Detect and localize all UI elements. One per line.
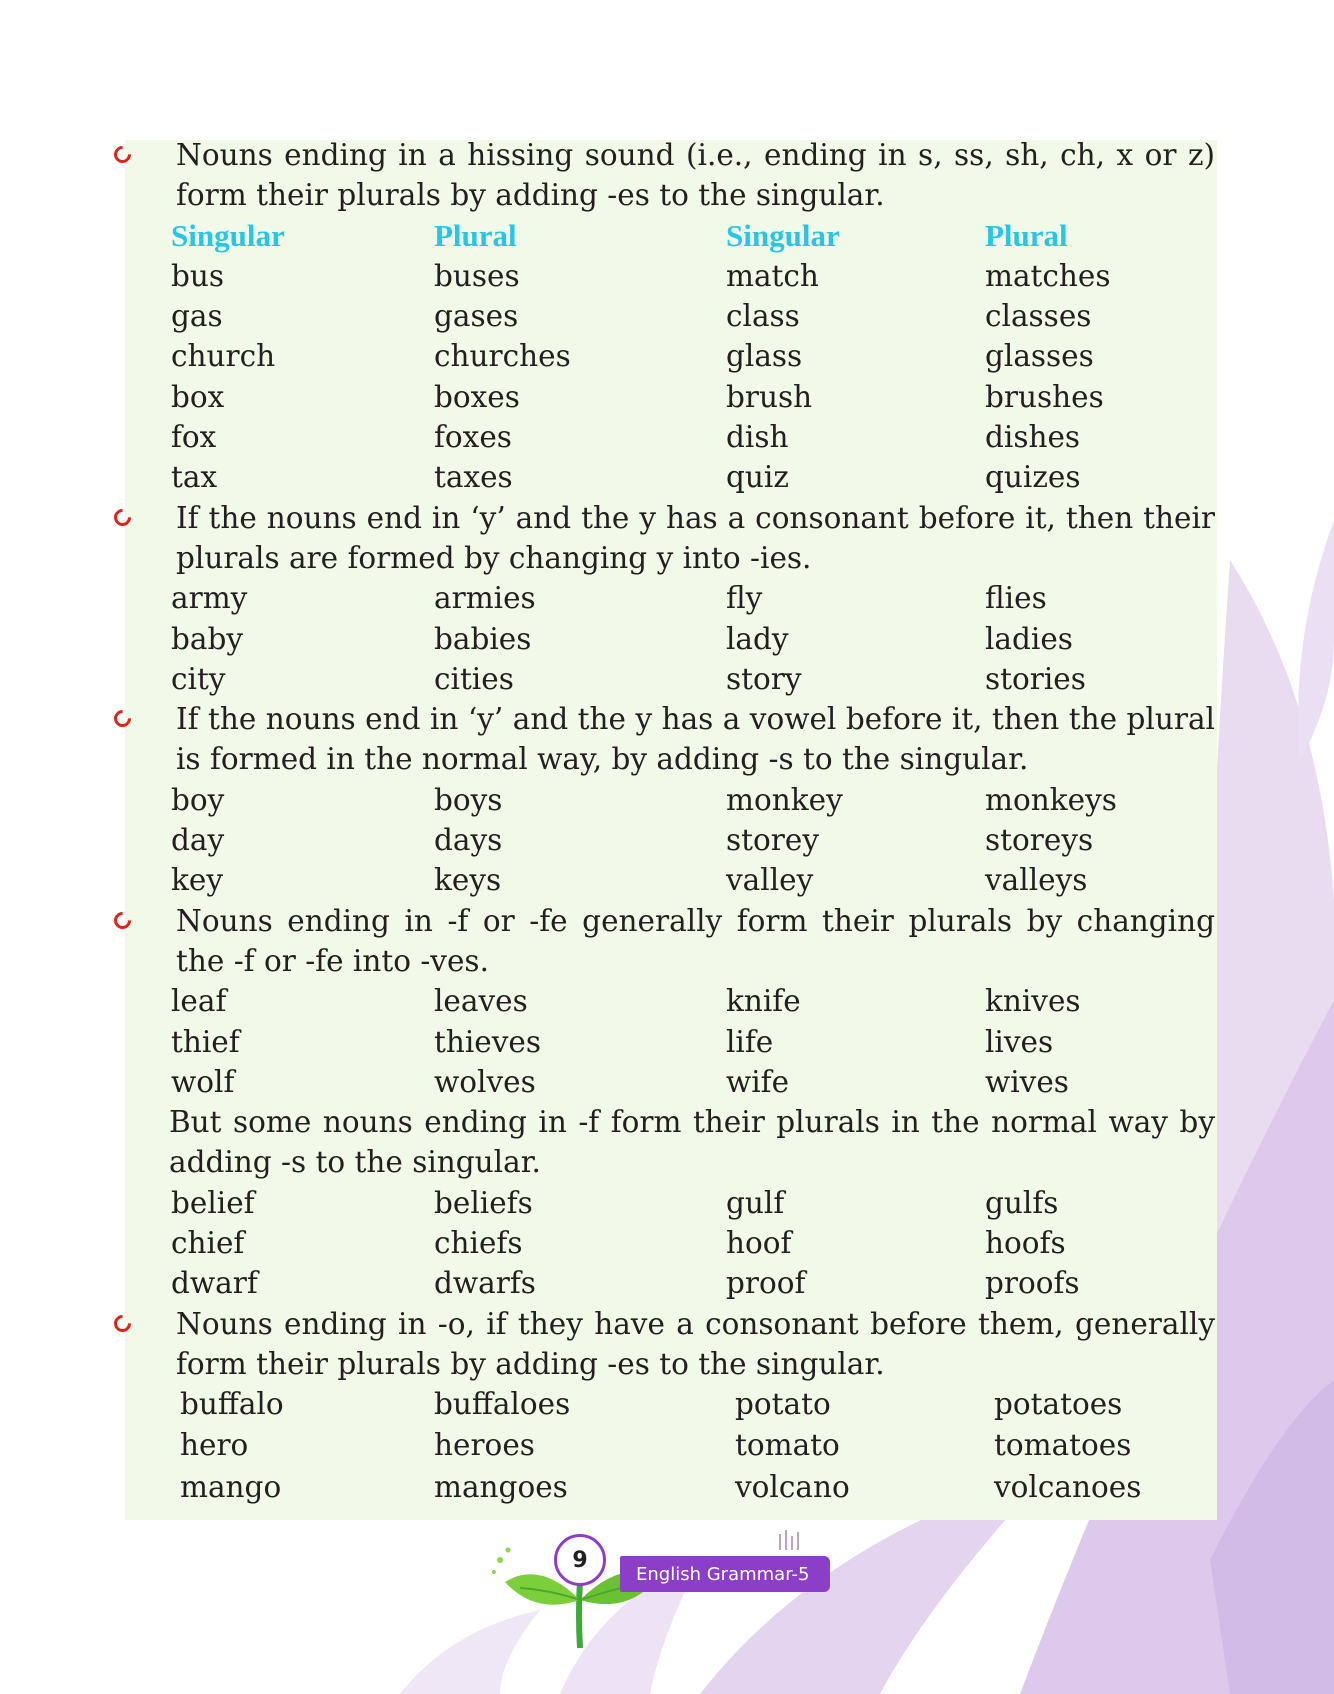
word-cell: dwarfs	[434, 1266, 536, 1301]
word-cell: city	[171, 661, 226, 696]
word-cell: hoofs	[985, 1226, 1066, 1261]
section-2-intro-text: If the nouns end in ‘y’ and the y has a consonant before it, then their plurals are formed by changing y into -ies.	[176, 500, 1215, 575]
header-singular: Singular	[171, 217, 285, 253]
header-singular: Singular	[726, 217, 840, 253]
word-cell: dwarf	[171, 1266, 258, 1301]
word-cell: army	[171, 581, 248, 616]
word-cell: story	[726, 661, 802, 696]
word-cell: brush	[726, 379, 813, 414]
table-row	[125, 336, 1217, 376]
word-cell: classes	[985, 299, 1092, 334]
word-cell: gases	[434, 299, 519, 334]
word-cell: knife	[726, 984, 801, 1019]
book-title: English Grammar-5	[620, 1556, 830, 1592]
word-cell: mangoes	[434, 1469, 568, 1504]
table-row	[125, 1183, 1217, 1223]
word-cell: glass	[726, 339, 803, 374]
word-cell: proof	[726, 1266, 806, 1301]
table-row	[125, 417, 1217, 457]
page-footer	[480, 1520, 840, 1660]
grammar-content	[125, 135, 1217, 1507]
word-cell: armies	[434, 581, 536, 616]
word-cell: fox	[171, 420, 217, 455]
word-cell: potatoes	[994, 1387, 1123, 1422]
word-cell: key	[171, 863, 223, 898]
table-row	[125, 1223, 1217, 1263]
word-cell: volcano	[735, 1469, 850, 1504]
word-cell: baby	[171, 621, 244, 656]
header-plural: Plural	[434, 217, 517, 253]
word-cell: cities	[434, 661, 514, 696]
word-cell: belief	[171, 1185, 255, 1220]
table-row	[125, 578, 1217, 618]
word-cell: hoof	[726, 1226, 792, 1261]
word-cell: tomato	[735, 1427, 840, 1462]
word-cell: dish	[726, 420, 789, 455]
word-cell: match	[726, 258, 819, 293]
word-cell: church	[171, 339, 276, 374]
word-cell: potato	[735, 1387, 831, 1422]
word-cell: chiefs	[434, 1226, 523, 1261]
word-cell: thieves	[434, 1024, 542, 1059]
word-cell: volcanoes	[994, 1469, 1142, 1504]
word-cell: boy	[171, 782, 225, 817]
table-header	[125, 216, 1217, 256]
word-cell: keys	[434, 863, 502, 898]
word-cell: lady	[726, 621, 789, 656]
word-cell: wife	[726, 1064, 790, 1099]
section-4-intro-text: Nouns ending in -f or -fe generally form their plurals by changing the -f or -fe into -ves.	[176, 903, 1215, 978]
word-cell: quizes	[985, 460, 1081, 495]
section-5-intro	[125, 1304, 1217, 1385]
table-row	[125, 619, 1217, 659]
word-cell: dishes	[985, 420, 1081, 455]
word-cell: boxes	[434, 379, 520, 414]
word-cell: storey	[726, 823, 819, 858]
word-cell: bus	[171, 258, 225, 293]
word-cell: matches	[985, 258, 1111, 293]
word-cell: boys	[434, 782, 503, 817]
page-number: 9	[554, 1534, 606, 1586]
word-cell: mango	[180, 1469, 282, 1504]
table-row	[125, 1467, 1217, 1507]
word-cell: fly	[726, 581, 763, 616]
word-cell: storeys	[985, 823, 1094, 858]
word-cell: chief	[171, 1226, 245, 1261]
word-cell: taxes	[434, 460, 513, 495]
word-cell: days	[434, 823, 503, 858]
word-cell: glasses	[985, 339, 1094, 374]
word-cell: lives	[985, 1024, 1054, 1059]
word-cell: foxes	[434, 420, 512, 455]
table-row	[125, 981, 1217, 1021]
word-cell: monkey	[726, 782, 843, 817]
word-cell: monkeys	[985, 782, 1117, 817]
word-cell: day	[171, 823, 225, 858]
table-row	[125, 377, 1217, 417]
word-cell: tomatoes	[994, 1427, 1132, 1462]
word-cell: box	[171, 379, 225, 414]
word-cell: valley	[726, 863, 814, 898]
section-4-intro	[125, 901, 1217, 982]
word-cell: leaf	[171, 984, 227, 1019]
word-cell: brushes	[985, 379, 1104, 414]
table-row	[125, 780, 1217, 820]
table-row	[125, 860, 1217, 900]
table-row	[125, 659, 1217, 699]
section-4-note-text: But some nouns ending in -f form their plurals in the normal way by adding -s to the singular.	[169, 1105, 1215, 1180]
table-row	[125, 296, 1217, 336]
table-row	[125, 1263, 1217, 1303]
header-plural: Plural	[985, 217, 1068, 253]
section-3-intro-text: If the nouns end in ‘y’ and the y has a vowel before it, then the plural is formed in the normal way, by adding -s to the singular.	[176, 702, 1215, 777]
table-row	[125, 457, 1217, 497]
section-2-intro	[125, 498, 1217, 579]
word-cell: gas	[171, 299, 223, 334]
table-row	[125, 820, 1217, 860]
word-cell: quiz	[726, 460, 789, 495]
word-cell: life	[726, 1024, 774, 1059]
word-cell: churches	[434, 339, 571, 374]
word-cell: buses	[434, 258, 520, 293]
section-1-intro-text: Nouns ending in a hissing sound (i.e., ending in s, ss, sh, ch, x or z) form their plurals by adding -es to the singular.	[176, 138, 1215, 213]
table-row	[125, 1384, 1217, 1424]
word-cell: flies	[985, 581, 1047, 616]
section-5-intro-text: Nouns ending in -o, if they have a consonant before them, generally form their plurals by adding -es to the singular.	[176, 1306, 1215, 1381]
word-cell: tax	[171, 460, 218, 495]
word-cell: gulfs	[985, 1185, 1059, 1220]
section-4-note	[125, 1102, 1217, 1183]
word-cell: babies	[434, 621, 532, 656]
word-cell: buffalo	[180, 1387, 284, 1422]
word-cell: stories	[985, 661, 1086, 696]
word-cell: hero	[180, 1427, 249, 1462]
table-row	[125, 1022, 1217, 1062]
word-cell: wolves	[434, 1064, 536, 1099]
word-cell: leaves	[434, 984, 528, 1019]
table-row	[125, 1062, 1217, 1102]
section-1-intro	[125, 135, 1217, 216]
word-cell: heroes	[434, 1427, 535, 1462]
word-cell: ladies	[985, 621, 1073, 656]
word-cell: thief	[171, 1024, 240, 1059]
section-3-intro	[125, 699, 1217, 780]
word-cell: class	[726, 299, 800, 334]
table-row	[125, 256, 1217, 296]
word-cell: valleys	[985, 863, 1088, 898]
word-cell: wolf	[171, 1064, 235, 1099]
word-cell: gulf	[726, 1185, 785, 1220]
word-cell: knives	[985, 984, 1081, 1019]
table-row	[125, 1425, 1217, 1465]
word-cell: wives	[985, 1064, 1069, 1099]
word-cell: buffaloes	[434, 1387, 571, 1422]
word-cell: proofs	[985, 1266, 1080, 1301]
word-cell: beliefs	[434, 1185, 533, 1220]
